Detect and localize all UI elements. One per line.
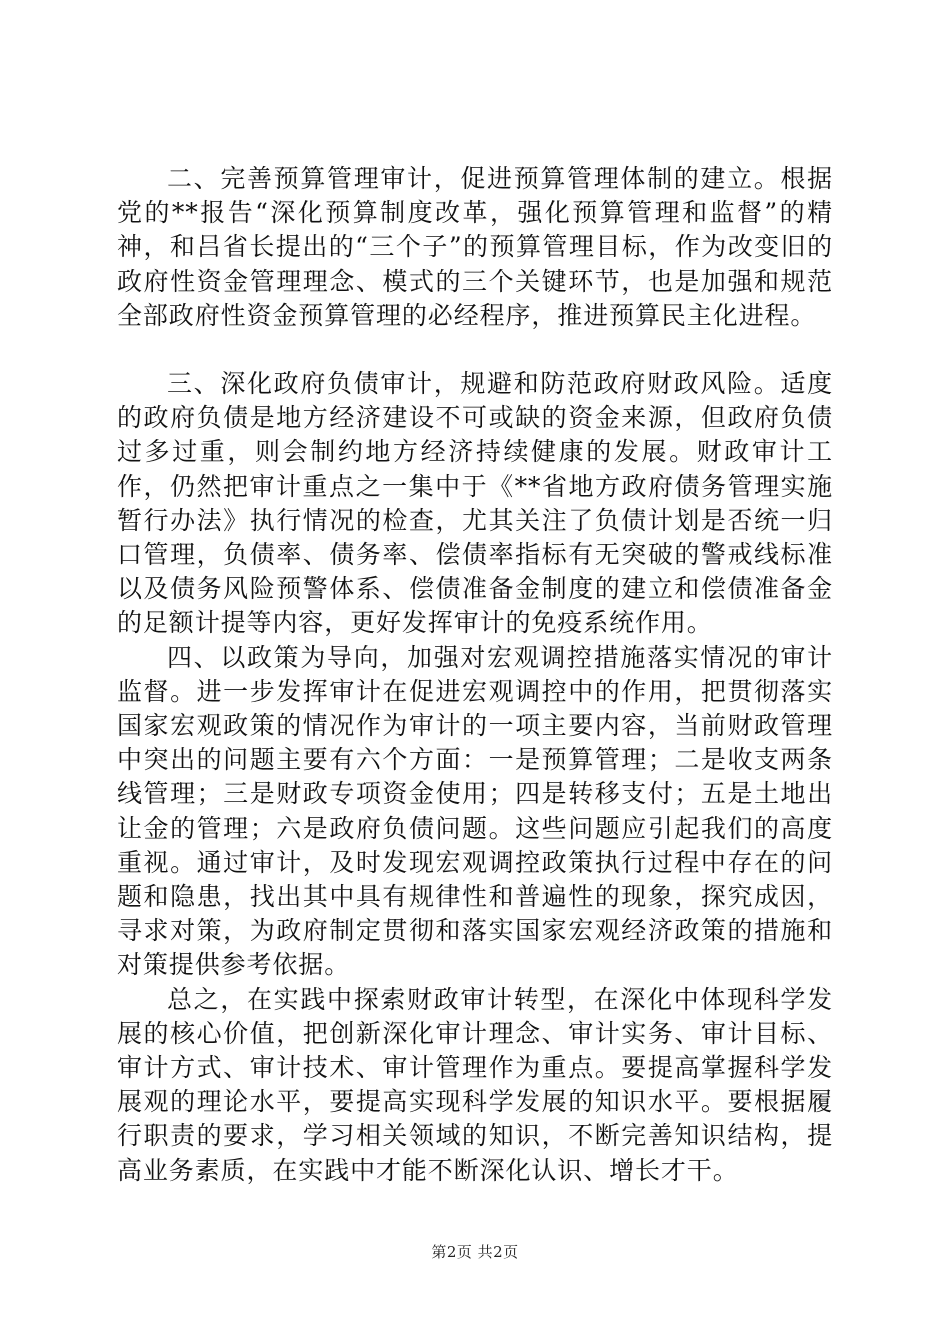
page-number-footer: 第2页 共2页 (431, 1243, 519, 1261)
paragraph-spacer (117, 333, 833, 367)
paragraph-debt-audit: 三、深化政府负债审计，规避和防范政府财政风险。适度的政府负债是地方经济建设不可或缺的资金来源，但政府负债过多过重，则会制约地方经济持续健康的发展。财政审计工作，仍然把审计重点之一集中于《**省地方政府债务管理实施暂行办法》执行情况的检查，尤其关注了负债计划是否统一归口管理，负债率、债务率、偿债率指标有无突破的警戒线标准以及债务风险预警体系、偿债准备金制度的建立和偿债准备金的足额计提等内容，更好发挥审计的免疫系统作用。 (117, 369, 833, 638)
paragraph-conclusion: 总之，在实践中探索财政审计转型，在深化中体现科学发展的核心价值，把创新深化审计理念、审计实务、审计目标、审计方式、审计技术、审计管理作为重点。要提高掌握科学发展观的理论水平，要提高实现科学发展的知识水平。要根据履行职责的要求，学习相关领域的知识，不断完善知识结构，提高业务素质，在实践中才能不断深化认识、增长才干。 (117, 984, 833, 1185)
paragraph-budget-audit: 二、完善预算管理审计，促进预算管理体制的建立。根据党的**报告“深化预算制度改革，强化预算管理和监督”的精神，和吕省长提出的“三个子”的预算管理目标，作为改变旧的政府性资金管理理念、模式的三个关键环节，也是加强和规范全部政府性资金预算管理的必经程序，推进预算民主化进程。 (117, 164, 833, 330)
paragraph-policy-audit: 四、以政策为导向，加强对宏观调控措施落实情况的审计监督。进一步发挥审计在促进宏观调控中的作用，把贯彻落实国家宏观政策的情况作为审计的一项主要内容，当前财政管理中突出的问题主要有六个方面：一是预算管理；二是收支两条线管理；三是财政专项资金使用；四是转移支付；五是土地出让金的管理；六是政府负债问题。这些问题应引起我们的高度重视。通过审计，及时发现宏观调控政策执行过程中存在的问题和隐患，找出其中具有规律性和普遍性的现象，探究成因，寻求对策，为政府制定贯彻和落实国家宏观经济政策的措施和对策提供参考依据。 (117, 642, 833, 980)
document-body (117, 162, 833, 1188)
